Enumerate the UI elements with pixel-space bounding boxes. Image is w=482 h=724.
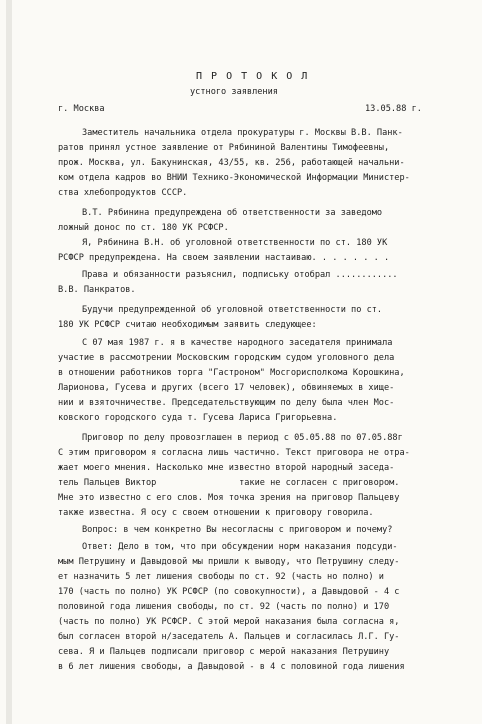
body-line: С этим приговором я согласна лишь частично. Текст приговора не отра- [58,448,410,458]
body-line: был согласен второй н/заседатель А. Пальцев и согласилась Л.Г. Гу- [58,632,400,642]
body-line: Ответ: Дело в том, что при обсуждении норм наказания подсуди- [82,542,398,552]
document-date: 13.05.88 г. [365,104,422,114]
body-line: ет назначить 5 лет лишения свободы по ст. 92 (часть но полно) и [58,572,384,582]
body-line: сева. Я и Пальцев подписали приговор с мерой наказания Петрушину [58,647,390,657]
body-line: тель Пальцев Виктор такие не согласен с приговором. [58,478,400,488]
body-line: ратов принял устное заявление от Рябининой Валентины Тимофеевны, [58,143,390,153]
body-line: в отношении работников торга "Гастроном" Мосгорисполкома Корошкина, [58,368,405,378]
body-line: ковского городского суда т. Гусева Лариса Григорьевна. [58,413,338,423]
body-line: половиной года лишения свободы, по ст. 92 (часть по полно) и 170 [58,602,390,612]
body-line: в 6 лет лишения свободы, а Давыдовой - в 4 с половиной года лишения [58,662,405,672]
body-line: В.В. Панкратов. [58,285,136,295]
body-line: Приговор по делу провозглашен в период с 05.05.88 по 07.05.88г [82,433,403,443]
body-line: РСФСР предупреждена. На своем заявлении настаиваю. . . . . . . . [58,253,390,263]
body-line: Права и обязанности разъяснил, подпиську отобрал ............ [82,270,398,280]
body-line: Заместитель начальника отдела прокуратуры г. Москвы В.В. Панк- [82,128,403,138]
body-line: жает моего мнения. Насколько мне известно второй народный заседа- [58,463,395,473]
document-place: г. Москва [58,104,105,114]
body-line: 180 УК РСФСР считаю необходимым заявить следующее: [58,320,317,330]
body-line: Ларионова, Гусева и других (всего 17 человек), обвиняемых в хище- [58,383,395,393]
body-line: 170 (часть по полно) УК РСФСР (по совокупности), а Давыдовой - 4 с [58,587,400,597]
body-line: Вопрос: в чем конкретно Вы несогласны с приговором и почему? [82,525,393,535]
body-line: (часть по полно) УК РСФСР. С этой мерой наказания была согласна я, [58,617,400,627]
scan-smudge [6,0,12,724]
body-line: ства хлебопродуктов СССР. [58,188,188,198]
body-line: Мне это известно с его слов. Моя точка зрения на приговор Пальцеву [58,493,400,503]
body-line: Я, Рябинина В.Н. об уголовной ответственности по ст. 180 УК [82,238,388,248]
body-line: С 07 мая 1987 г. я в качестве народного заседателя принимала [82,338,393,348]
body-line: Будучи предупрежденной об уголовной ответственности по ст. [82,305,383,315]
body-line: ложный донос по ст. 180 УК РСФСР. [58,223,229,233]
document-subtitle: устного заявления [190,87,278,97]
body-line: прож. Москва, ул. Бакунинская, 43/55, кв. 256, работающей начальни- [58,158,405,168]
body-line: мым Петрушину и Давыдовой мы пришли к выводу, что Петрушину следу- [58,557,400,567]
body-line: нии и взяточничестве. Председательствующим по делу была член Мос- [58,398,395,408]
body-line: ком отдела кадров во ВНИИ Технико-Экономической Информации Министер- [58,173,410,183]
document-title: П Р О Т О К О Л [196,71,309,82]
body-line: также известна. Я осу с своем отношении к приговору говорила. [58,508,374,518]
body-line: участие в рассмотрении Московским городским судом уголовного дела [58,353,395,363]
body-line: В.Т. Рябинина предупреждена об ответственности за заведомо [82,208,383,218]
